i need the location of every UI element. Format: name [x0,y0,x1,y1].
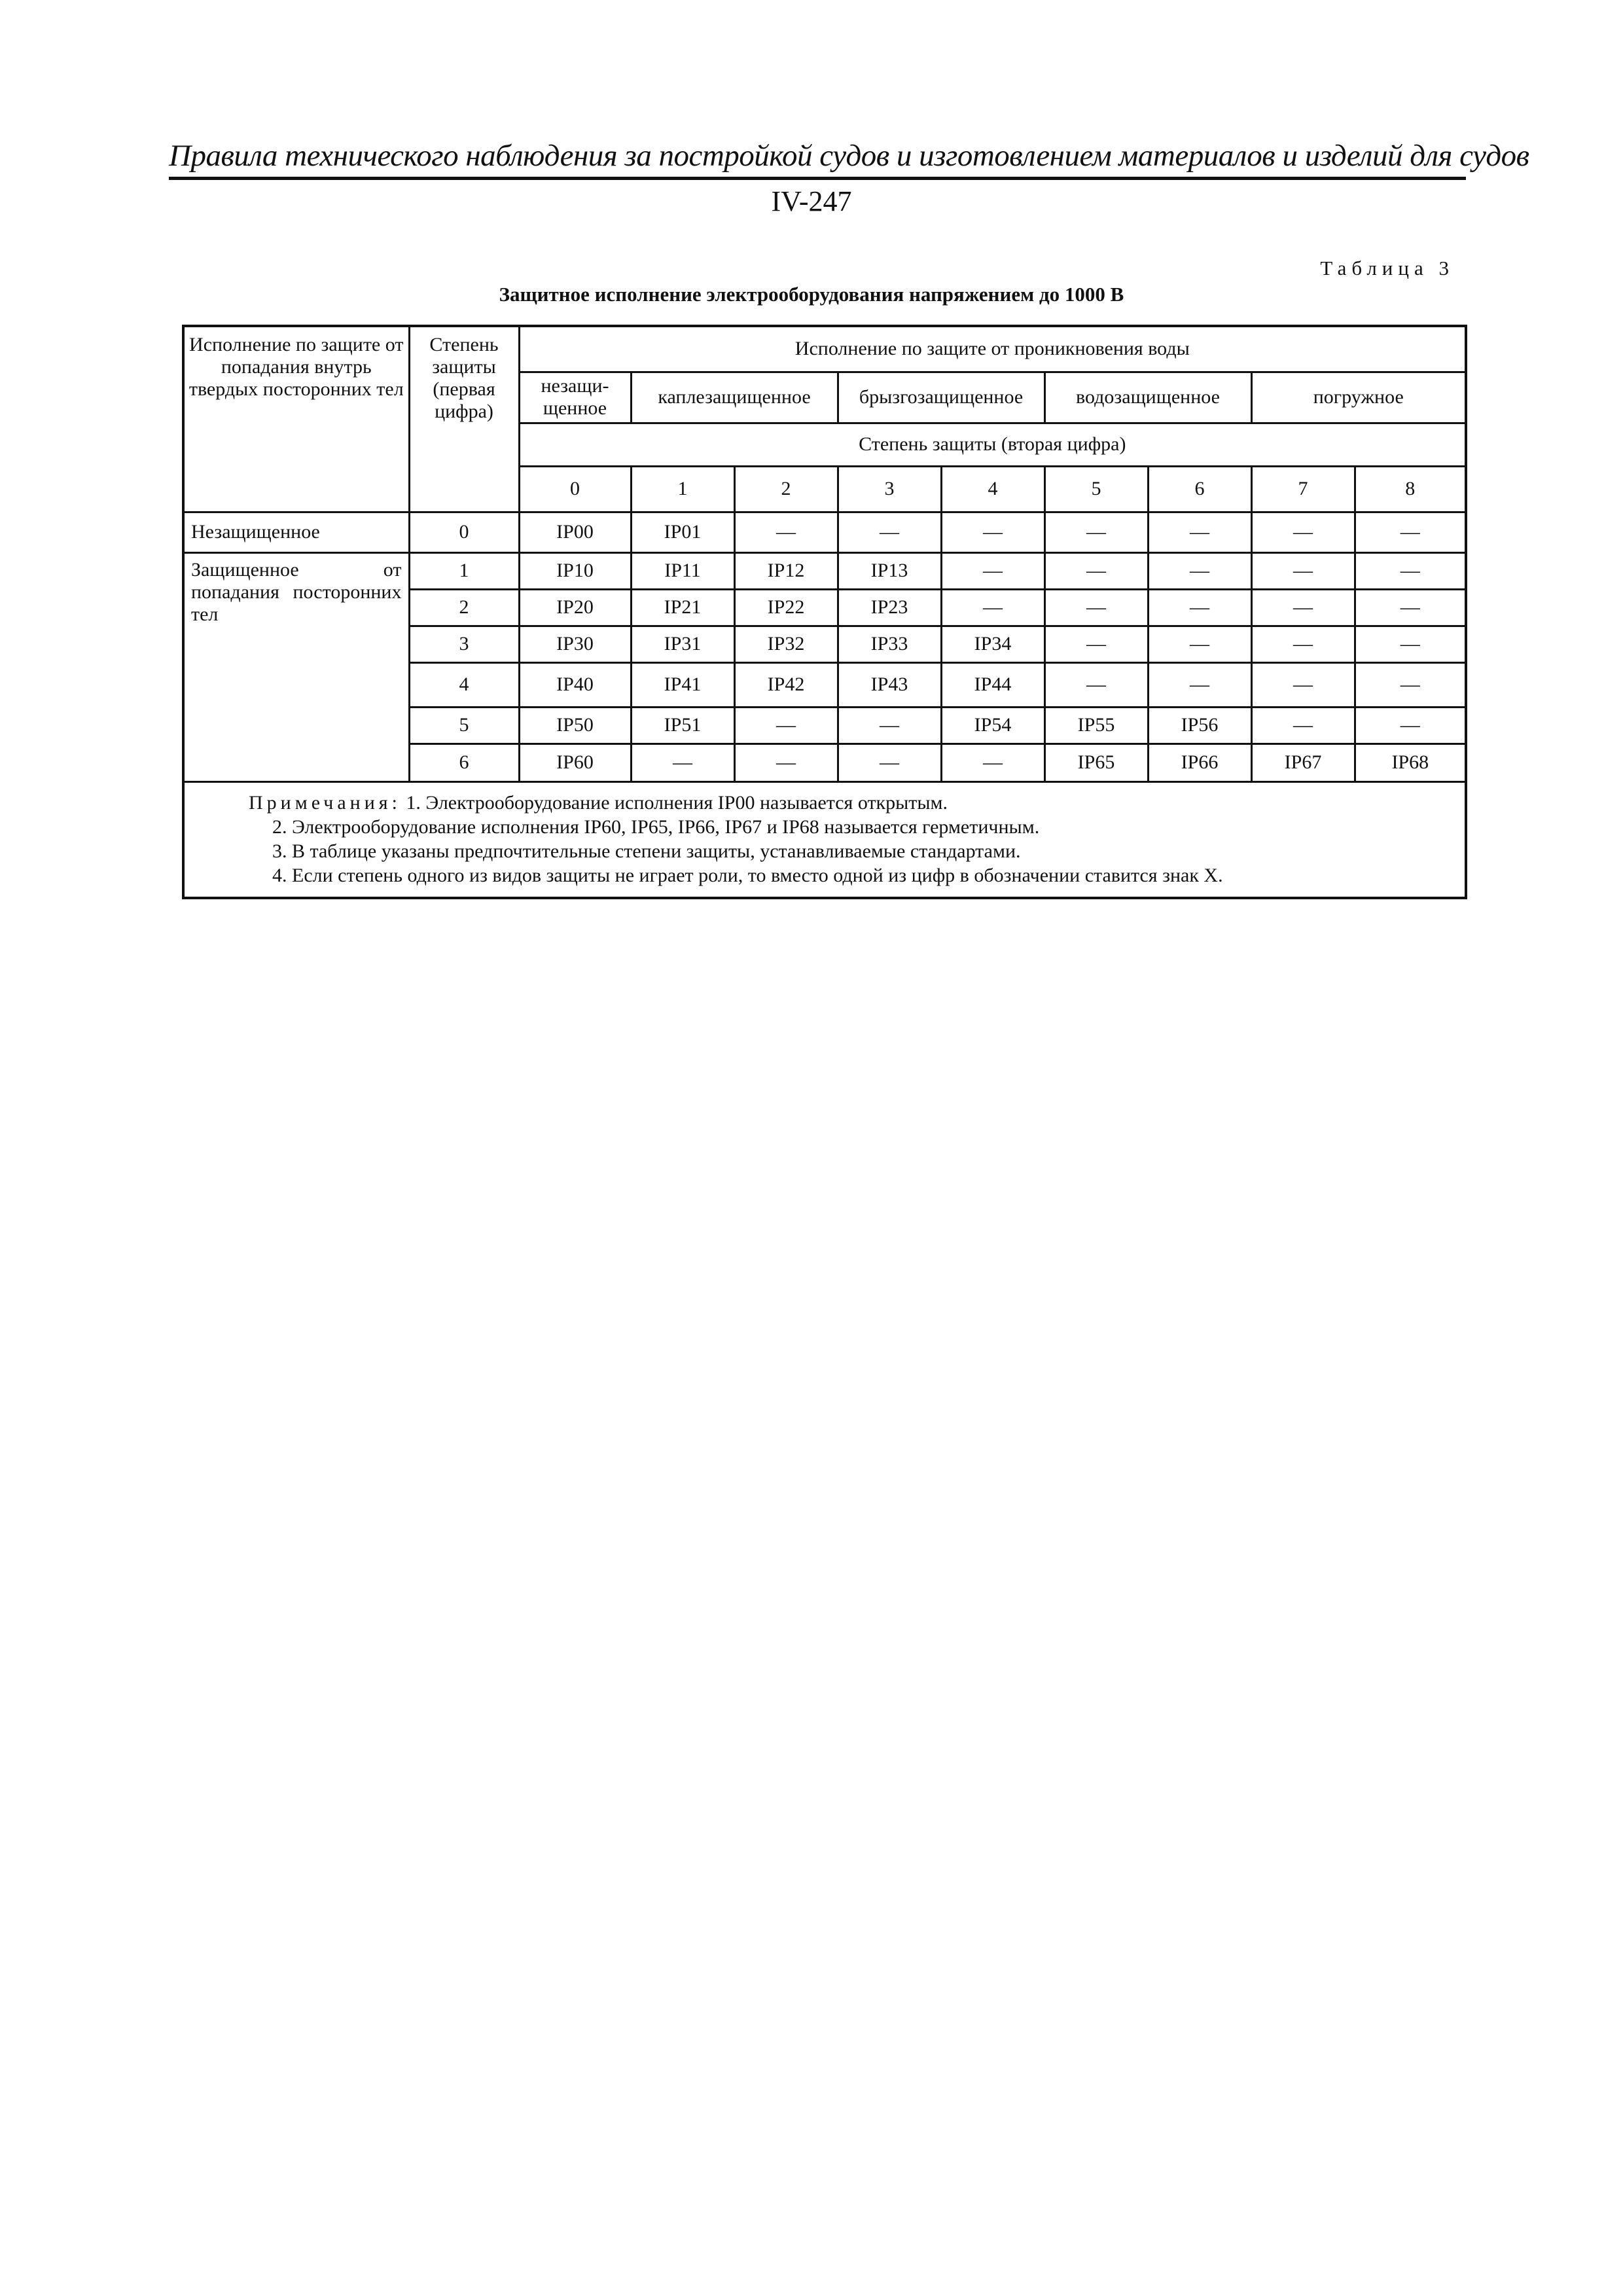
first-digit-cell: 3 [409,626,519,662]
first-digit-cell: 2 [409,589,519,626]
ip-cell: — [1355,626,1466,662]
ip-cell: — [1148,589,1251,626]
ip-cell: IP31 [631,626,734,662]
header-rule [169,177,1466,180]
ip-cell: — [941,589,1044,626]
table-row [183,512,1466,552]
ip-cell: — [1044,552,1148,589]
ip-cell: — [1251,552,1355,589]
ip-cell: — [1251,589,1355,626]
ip-cell: IP20 [519,589,631,626]
digit-header: 1 [631,466,734,512]
ip-cell: IP67 [1251,744,1355,781]
notes-row [183,781,1466,898]
ip-cell: — [1148,512,1251,552]
table-row [183,552,1466,589]
ip-cell: — [941,552,1044,589]
table-title: Защитное исполнение электрооборудования напряжением до 1000 В [499,283,1124,306]
note-2: 2. Электрооборудование исполнения IP60, IP65, IP66, IP67 и IP68 называется герметичным. [272,816,1040,838]
ip-cell: IP50 [519,707,631,744]
row-group-protected: Защищенное от попадания посторонних тел [183,552,409,781]
ip-cell: IP33 [838,626,941,662]
ip-cell: IP13 [838,552,941,589]
ip-cell: IP10 [519,552,631,589]
ip-cell: — [1044,589,1148,626]
ip-cell: IP51 [631,707,734,744]
header-water: Исполнение по защите от проникновения воды [519,326,1466,372]
ip-cell: IP11 [631,552,734,589]
header-first-digit: Степень защиты (первая цифра) [409,326,519,512]
page-number: IV-247 [771,185,852,217]
ip-cell: IP66 [1148,744,1251,781]
ip-cell: — [1251,626,1355,662]
ip-cell: IP34 [941,626,1044,662]
ip-cell: IP12 [734,552,838,589]
header-second-digit: Степень защиты (вторая цифра) [519,423,1466,466]
ip-cell: — [734,707,838,744]
ip-cell: IP21 [631,589,734,626]
ip-cell: — [941,512,1044,552]
ip-cell: — [1355,707,1466,744]
ip-cell: IP54 [941,707,1044,744]
digit-header: 8 [1355,466,1466,512]
ip-cell: IP41 [631,662,734,707]
ip-cell: — [1044,626,1148,662]
ip-cell: IP32 [734,626,838,662]
running-head: Правила технического наблюдения за постройкой судов и изготовлением материалов и изделий для судов [169,139,1529,173]
header-group-unprotected: незащи- щенное [519,372,631,423]
ip-cell: IP55 [1044,707,1148,744]
first-digit-cell: 5 [409,707,519,744]
notes-cell [183,781,1466,898]
ip-cell: — [1355,512,1466,552]
ip-cell: IP43 [838,662,941,707]
first-digit-cell: 1 [409,552,519,589]
note-line-1 [194,791,1455,815]
ip-cell: IP65 [1044,744,1148,781]
header-group-drip: каплезащищенное [631,372,838,423]
notes-label: Примечания: [249,791,401,814]
digit-header: 7 [1251,466,1355,512]
first-digit-cell: 0 [409,512,519,552]
ip-cell: — [734,744,838,781]
ip-cell: — [941,744,1044,781]
ip-cell: — [734,512,838,552]
protection-table [182,325,1467,899]
ip-cell: IP22 [734,589,838,626]
header-row-1 [183,326,1466,372]
row-group-unprotected: Незащищенное [183,512,409,552]
ip-cell: — [1251,662,1355,707]
ip-cell: IP42 [734,662,838,707]
ip-cell: IP60 [519,744,631,781]
ip-cell: — [1148,662,1251,707]
ip-cell: IP00 [519,512,631,552]
ip-cell: IP56 [1148,707,1251,744]
ip-cell: — [1355,662,1466,707]
digit-header: 2 [734,466,838,512]
note-3: 3. В таблице указаны предпочтительные степени защиты, устанавливаемые стандартами. [272,840,1021,862]
ip-cell: IP30 [519,626,631,662]
first-digit-cell: 4 [409,662,519,707]
ip-cell: — [631,744,734,781]
digit-header: 6 [1148,466,1251,512]
ip-cell: — [1148,552,1251,589]
digit-header: 5 [1044,466,1148,512]
ip-cell: — [1251,707,1355,744]
ip-cell: IP23 [838,589,941,626]
header-group-splash: брызгозащищенное [838,372,1044,423]
header-solid-bodies: Исполнение по защите от попадания внутрь твердых посторонних тел [183,326,409,512]
first-digit-cell: 6 [409,744,519,781]
ip-cell: IP44 [941,662,1044,707]
note-1: 1. Электрооборудование исполнения IP00 называется открытым. [406,791,948,814]
ip-cell: — [838,707,941,744]
digit-header: 3 [838,466,941,512]
ip-cell: IP01 [631,512,734,552]
ip-cell: — [1355,552,1466,589]
table-label: Таблица 3 [1320,257,1454,279]
ip-cell: — [1044,512,1148,552]
ip-cell: — [1355,589,1466,626]
table-body [183,326,1466,898]
ip-cell: — [838,512,941,552]
note-4: 4. Если степень одного из видов защиты не играет роли, то вместо одной из цифр в обозначении ставится знак X. [272,864,1223,886]
ip-cell: — [1251,512,1355,552]
header-group-submersible: погружное [1251,372,1466,423]
ip-cell: — [838,744,941,781]
ip-cell: IP68 [1355,744,1466,781]
digit-header: 0 [519,466,631,512]
digit-header: 4 [941,466,1044,512]
ip-cell: — [1148,626,1251,662]
ip-cell: — [1044,662,1148,707]
header-group-water: водозащищенное [1044,372,1251,423]
ip-cell: IP40 [519,662,631,707]
